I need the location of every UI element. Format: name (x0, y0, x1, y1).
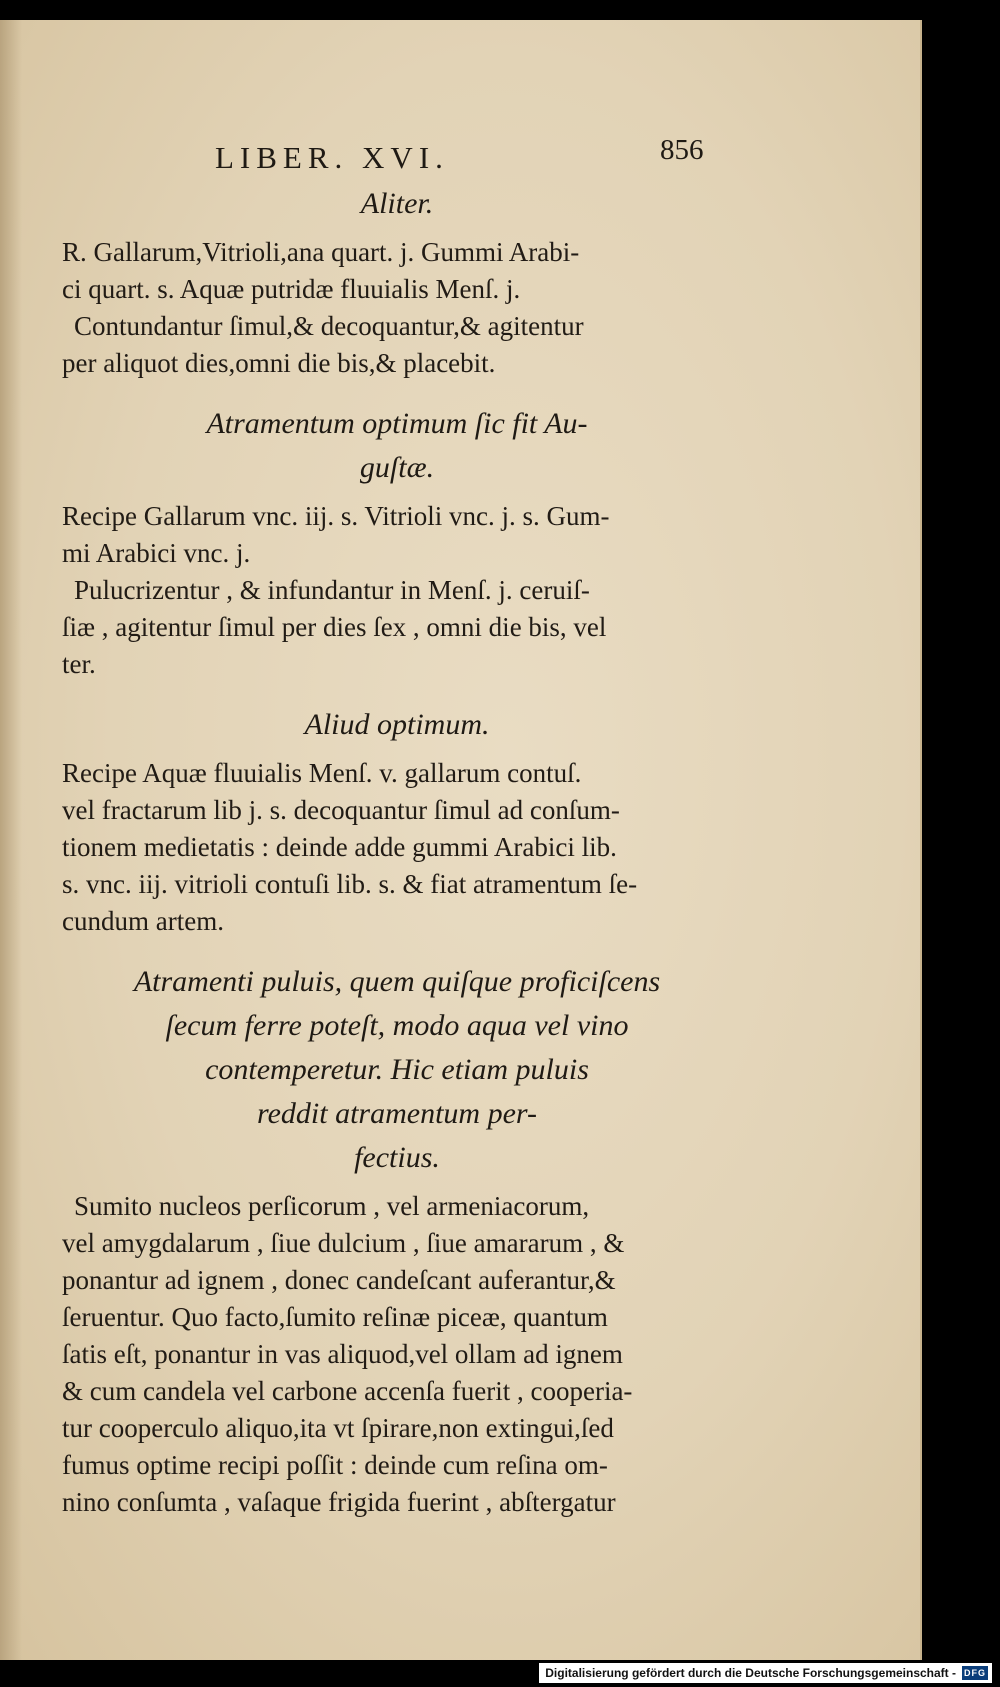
heading-line: ſecum ferre poteſt, modo aqua vel vino (165, 1009, 629, 1042)
page-header (0, 120, 922, 175)
book-page (0, 20, 922, 1660)
page-number: 856 (660, 134, 704, 166)
paragraph (62, 1188, 732, 1521)
text-line: ſatis eſt, ponantur in vas aliquod,vel ollam ad ignem (62, 1339, 623, 1369)
heading-line: fectius. (354, 1141, 440, 1174)
section-heading (62, 960, 732, 1180)
text-line: ci quart. s. Aquæ putridæ fluuialis Menſ. j. (62, 274, 521, 304)
credit-text: Digitalisierung gefördert durch die Deutsche Forschungsgemeinschaft - (545, 1666, 956, 1680)
section-heading (62, 703, 732, 747)
text-line: ponantur ad ignem , donec candeſcant auferantur,& (62, 1265, 616, 1295)
text-line: R. Gallarum,Vitrioli,ana quart. j. Gummi Arabi- (62, 237, 580, 267)
page-body (62, 182, 732, 1541)
section-atramenti-puluis (62, 960, 732, 1521)
text-line: s. vnc. iij. vitrioli contuſi lib. s. & fiat atramentum ſe- (62, 869, 638, 899)
heading-line: guſtæ. (359, 451, 435, 484)
section-heading (62, 182, 732, 226)
text-line: per aliquot dies,omni die bis,& placebit. (62, 348, 496, 378)
text-line: Recipe Gallarum vnc. iij. s. Vitrioli vnc. j. s. Gum- (62, 501, 610, 531)
digitization-credit (539, 1663, 992, 1683)
text-line: Sumito nucleos perſicorum , vel armeniacorum, (74, 1191, 590, 1221)
heading-line: reddit atramentum per- (257, 1097, 537, 1130)
section-heading (62, 402, 732, 490)
text-line: tur cooperculo aliquo,ita vt ſpirare,non extingui,ſed (62, 1413, 614, 1443)
text-line: Pulucrizentur , & infundantur in Menſ. j. ceruiſ- (74, 575, 590, 605)
running-title: LIBER. XVI. (215, 140, 449, 175)
section-aliter (62, 182, 732, 382)
text-line: fumus optime recipi poſſit : deinde cum reſina om- (62, 1450, 608, 1480)
text-line: ſeruentur. Quo facto,ſumito reſinæ piceæ, quantum (62, 1302, 608, 1332)
heading-line: contemperetur. Hic etiam puluis (205, 1053, 589, 1086)
text-line: mi Arabici vnc. j. (62, 538, 251, 568)
text-line: ter. (62, 649, 96, 679)
text-line: vel amygdalarum , ſiue dulcium , ſiue amararum , & (62, 1228, 625, 1258)
section-atramentum-optimum (62, 402, 732, 683)
heading-line: Aliud optimum. (304, 708, 490, 741)
text-line: tionem medietatis : deinde adde gummi Arabici lib. (62, 832, 617, 862)
text-line: Contundantur ſimul,& decoquantur,& agitentur (74, 311, 584, 341)
paragraph (62, 308, 732, 382)
section-aliud-optimum (62, 703, 732, 940)
heading-line: Aliter. (360, 187, 434, 220)
dfg-logo-icon: DFG (964, 1668, 986, 1678)
text-line: nino conſumta , vaſaque frigida fuerint , abſtergatur (62, 1487, 616, 1517)
text-line: Recipe Aquæ fluuialis Menſ. v. gallarum contuſ. (62, 758, 582, 788)
paragraph (62, 755, 732, 940)
paragraph (62, 572, 732, 683)
text-line: cundum artem. (62, 906, 224, 936)
paragraph (62, 234, 732, 308)
heading-line: Atramentum optimum ſic fit Au- (206, 407, 588, 440)
text-line: vel fractarum lib j. s. decoquantur ſimul ad conſum- (62, 795, 620, 825)
paragraph (62, 498, 732, 572)
text-line: ſiæ , agitentur ſimul per dies ſex , omni die bis, vel (62, 612, 607, 642)
text-line: & cum candela vel carbone accenſa fuerit , cooperia- (62, 1376, 633, 1406)
heading-line: Atramenti puluis, quem quiſque proficiſcens (133, 965, 661, 998)
